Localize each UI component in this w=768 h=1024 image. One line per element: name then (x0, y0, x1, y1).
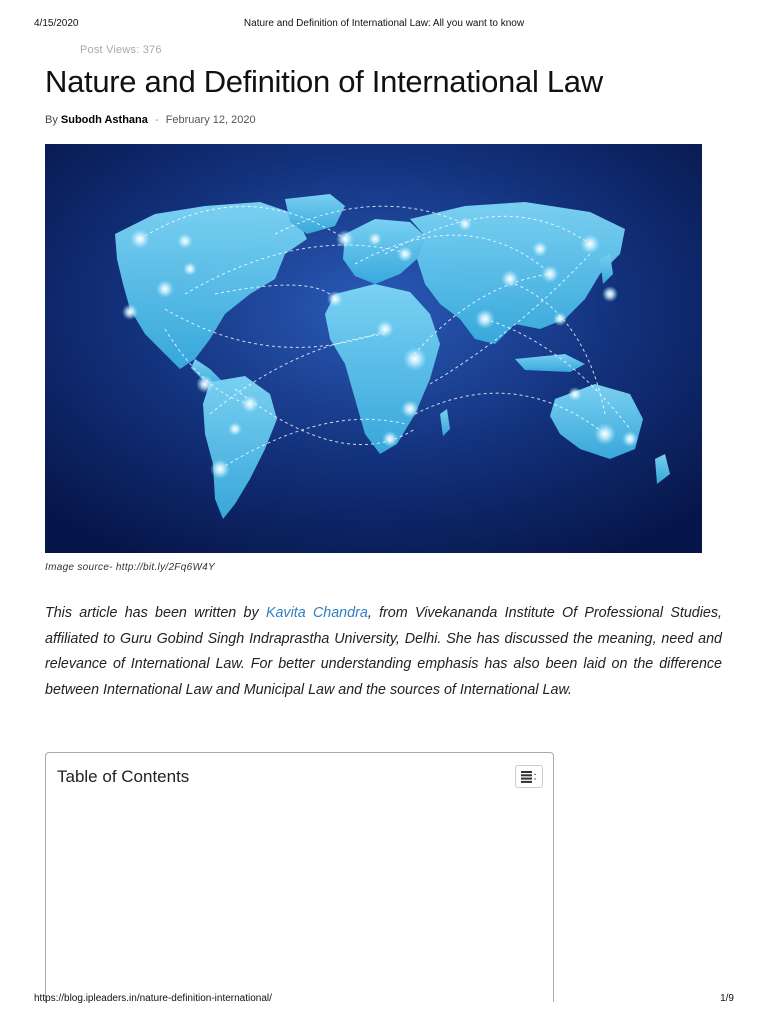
article-intro (45, 601, 722, 703)
table-of-contents (45, 752, 554, 1002)
print-page-title: Nature and Definition of International Law: All you want to know (243, 18, 525, 29)
print-url: https://blog.ipleaders.in/nature-definition-international/ (34, 993, 272, 1004)
print-footer (34, 993, 734, 1007)
toc-toggle-button[interactable] (515, 765, 543, 788)
featured-image-world-map (45, 144, 702, 553)
list-toggle-icon (521, 771, 537, 783)
contributor-link[interactable]: Kavita Chandra (265, 605, 368, 621)
publish-date: February 12, 2020 (165, 114, 256, 126)
intro-text-start: This article has been written by (45, 605, 266, 621)
print-page-number: 1/9 (720, 993, 734, 1004)
author-link[interactable]: Subodh Asthana (60, 114, 148, 126)
print-header (34, 18, 734, 32)
by-label: By (45, 114, 58, 126)
post-views-counter: Post Views: 376 (80, 44, 162, 56)
toc-title: Table of Contents (57, 767, 190, 786)
meta-separator: - (154, 114, 159, 126)
intro-text-end: , from Vivekananda Institute Of Professional Studies, affiliated to Guru Gobind Singh Indraprastha University, Delhi. She has discussed the meaning, need and relevance of International Law. For better understanding emphasis has also been laid on the difference between International Law and Municipal Law and the sources of International Law. (45, 605, 722, 698)
image-caption: Image source- http://bit.ly/2Fq6W4Y (45, 562, 216, 573)
article-title: Nature and Definition of International Law (45, 64, 603, 99)
print-date: 4/15/2020 (34, 18, 79, 29)
article-meta (45, 114, 256, 126)
